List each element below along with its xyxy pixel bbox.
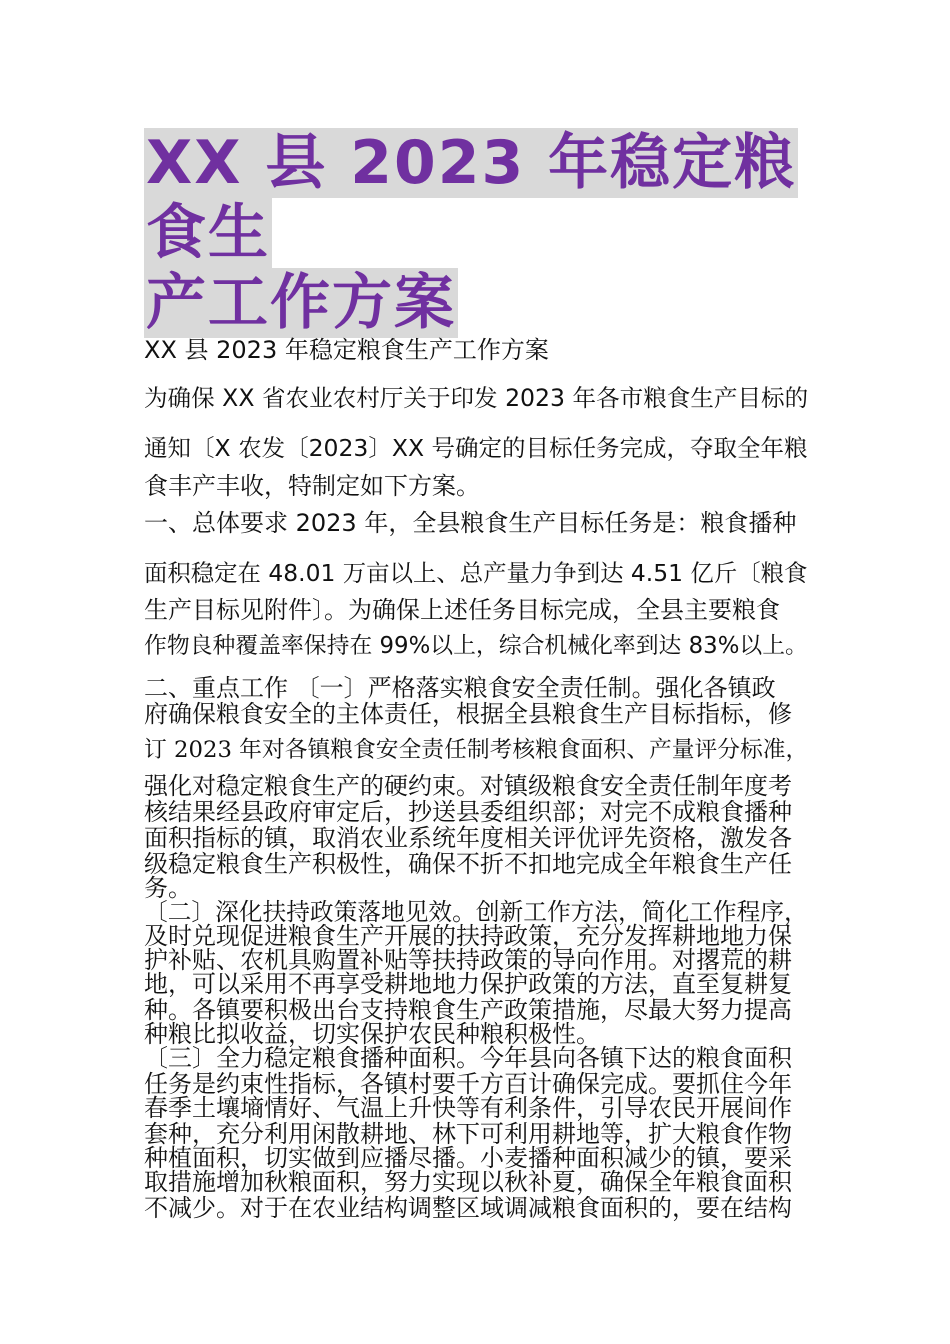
paragraph-line: 护补贴、农机具购置补贴等扶持政策的导向作用。对撂荒的耕	[144, 946, 792, 974]
paragraph-line: 种植面积，切实做到应播尽播。小麦播种面积减少的镇，要采	[144, 1144, 792, 1172]
paragraph-line: 种粮比拟收益，切实保护农民种粮积极性。	[144, 1020, 600, 1048]
paragraph-line: 生产目标见附件〕。为确保上述任务目标完成，全县主要粮食	[144, 596, 780, 624]
paragraph-line: 〔二〕深化扶持政策落地见效。创新工作方法，简化工作程序，	[144, 898, 808, 926]
title-line-2: 产工作方案	[146, 268, 456, 338]
section-heading-line: 一、总体要求 2023 年，全县粮食生产目标任务是：粮食播种	[144, 509, 797, 537]
paragraph-line: 任务是约束性指标，各镇村要千方百计确保完成。要抓住今年	[144, 1070, 792, 1098]
paragraph-line: 面积稳定在 48.01 万亩以上、总产量力争到达 4.51 亿斤〔粮食	[144, 559, 808, 587]
paragraph-line: 春季土壤墒情好、气温上升快等有利条件，引导农民开展间作	[144, 1094, 792, 1122]
paragraph-line: 订 2023 年对各镇粮食安全责任制考核粮食面积、产量评分标准，	[144, 737, 809, 763]
paragraph-line: 级稳定粮食生产积极性，确保不折不扣地完成全年粮食生产任	[144, 850, 792, 878]
paragraph-line: 作物良种覆盖率保持在 99%以上，综合机械化率到达 83%以上。	[144, 633, 808, 659]
paragraph-line: 套种，充分利用闲散耕地、林下可利用耕地等，扩大粮食作物	[144, 1120, 792, 1148]
paragraph-line: 强化对稳定粮食生产的硬约束。对镇级粮食安全责任制年度考	[144, 772, 792, 800]
section-heading-line: 二、重点工作 〔一〕严格落实粮食安全责任制。强化各镇政	[144, 674, 776, 702]
title-line-1: XX 县 2023 年稳定粮食生	[146, 128, 797, 268]
document-title	[144, 128, 824, 338]
paragraph-line: 为确保 XX 省农业农村厅关于印发 2023 年各市粮食生产目标的	[144, 384, 809, 412]
paragraph-line: 取措施增加秋粮面积，努力实现以秋补夏，确保全年粮食面积	[144, 1168, 792, 1196]
paragraph-line: 务。	[144, 874, 192, 902]
paragraph-line: 不减少。对于在农业结构调整区域调减粮食面积的，要在结构	[144, 1194, 792, 1222]
paragraph-line: 食丰产丰收，特制定如下方案。	[144, 472, 480, 500]
paragraph-line: 〔三〕全力稳定粮食播种面积。今年县向各镇下达的粮食面积	[144, 1044, 792, 1072]
paragraph-line: 通知〔X 农发〔2023〕XX 号确定的目标任务完成，夺取全年粮	[144, 434, 808, 462]
body-heading: XX 县 2023 年稳定粮食生产工作方案	[144, 336, 549, 364]
paragraph-line: 地，可以采用不再享受耕地地力保护政策的方法，直至复耕复	[144, 970, 792, 998]
paragraph-line: 核结果经县政府审定后，抄送县委组织部；对完不成粮食播种	[144, 798, 792, 826]
paragraph-line: 府确保粮食安全的主体责任，根据全县粮食生产目标指标，修	[144, 700, 792, 728]
paragraph-line: 面积指标的镇，取消农业系统年度相关评优评先资格，激发各	[144, 824, 792, 852]
paragraph-line: 种。各镇要积极出台支持粮食生产政策措施，尽最大努力提高	[144, 996, 792, 1024]
paragraph-line: 及时兑现促进粮食生产开展的扶持政策，充分发挥耕地地力保	[144, 922, 792, 950]
